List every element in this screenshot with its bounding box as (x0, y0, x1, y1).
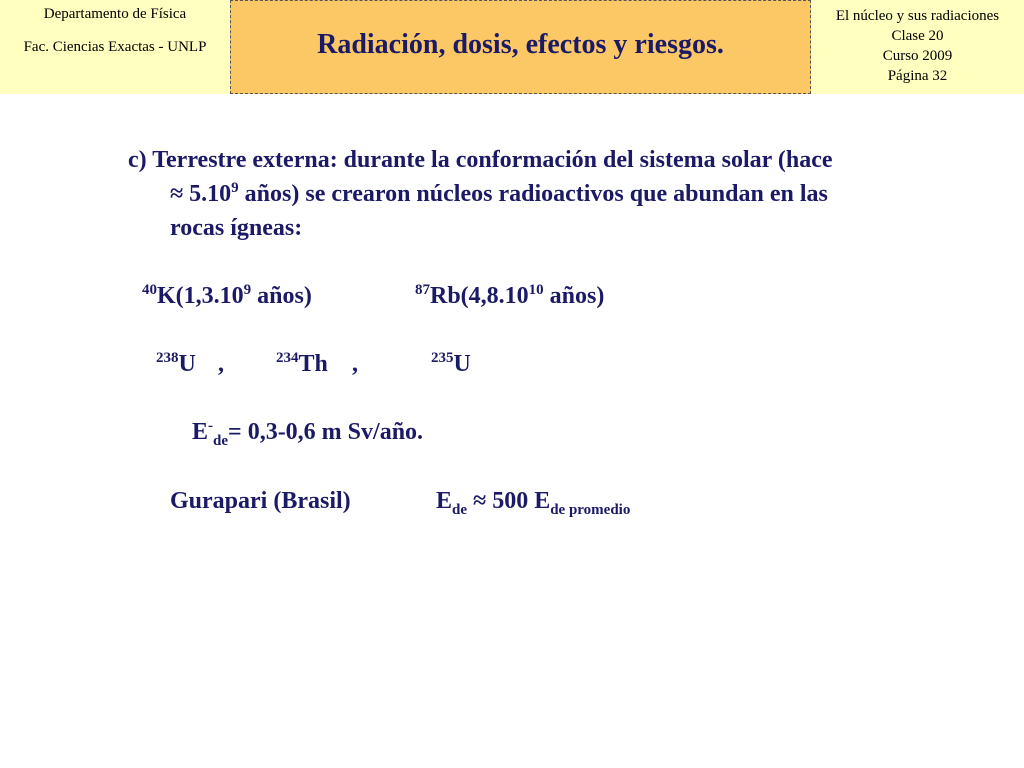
ratio-subscript-average: de promedio (550, 502, 631, 518)
dose-subscript: de (213, 433, 229, 449)
course-year: Curso 2009 (882, 48, 953, 64)
comma-1: , (218, 351, 224, 377)
isotope-u238 (156, 350, 196, 378)
th234-symbol: Th (298, 351, 328, 377)
ratio-subscript: de (452, 502, 468, 518)
isotope-th234 (276, 350, 328, 378)
u235-symbol: U (453, 351, 471, 377)
k40-mass: 40 (142, 282, 157, 298)
u238-mass: 238 (156, 350, 179, 366)
paragraph-line-2 (170, 180, 828, 208)
place-label: Gurapari (Brasil) (170, 488, 351, 514)
rb87-text: Rb(4,8.10 (430, 283, 529, 309)
class-number: Clase 20 (891, 28, 944, 44)
faculty-label: Fac. Ciencias Exactas - UNLP (23, 39, 207, 55)
k40-unit: años) (251, 283, 312, 309)
dose-symbol: E (192, 419, 209, 445)
rb87-unit: años) (543, 283, 605, 309)
ratio-value: ≈ 500 E (467, 488, 551, 514)
dose-superscript: - (208, 418, 214, 434)
th234-mass: 234 (276, 350, 299, 366)
u235-mass: 235 (431, 350, 454, 366)
isotope-k40 (142, 282, 312, 310)
isotope-u235 (431, 350, 471, 378)
dose-equation (192, 418, 424, 449)
approx-age: ≈ 5.10 (170, 181, 232, 207)
ratio-symbol: E (436, 488, 453, 514)
page-title: Radiación, dosis, efectos y riesgos. (317, 29, 724, 60)
age-exponent: 9 (231, 180, 239, 196)
u238-symbol: U (178, 351, 196, 377)
paragraph-line-3: rocas ígneas: (170, 215, 303, 241)
page-number: Página 32 (887, 68, 948, 84)
title-box (230, 0, 811, 94)
rb87-mass: 87 (415, 282, 430, 298)
dose-value: = 0,3-0,6 m Sv/año. (228, 419, 424, 445)
paragraph-line-1: c) Terrestre externa: durante la conformación del sistema solar (hace (128, 147, 833, 173)
department-label: Departamento de Física (43, 6, 187, 22)
paragraph-line-2-text: años) se crearon núcleos radioactivos que abundan en las (238, 181, 828, 207)
header-left-box (0, 0, 230, 94)
header-right-box (811, 0, 1024, 94)
comma-2: , (352, 351, 358, 377)
course-name: El núcleo y sus radiaciones (835, 8, 1000, 24)
rb87-exponent: 10 (528, 282, 544, 298)
k40-exponent: 9 (243, 282, 252, 298)
k40-text: K(1,3.10 (157, 283, 244, 309)
dose-ratio (436, 487, 631, 518)
isotope-rb87 (415, 282, 604, 310)
